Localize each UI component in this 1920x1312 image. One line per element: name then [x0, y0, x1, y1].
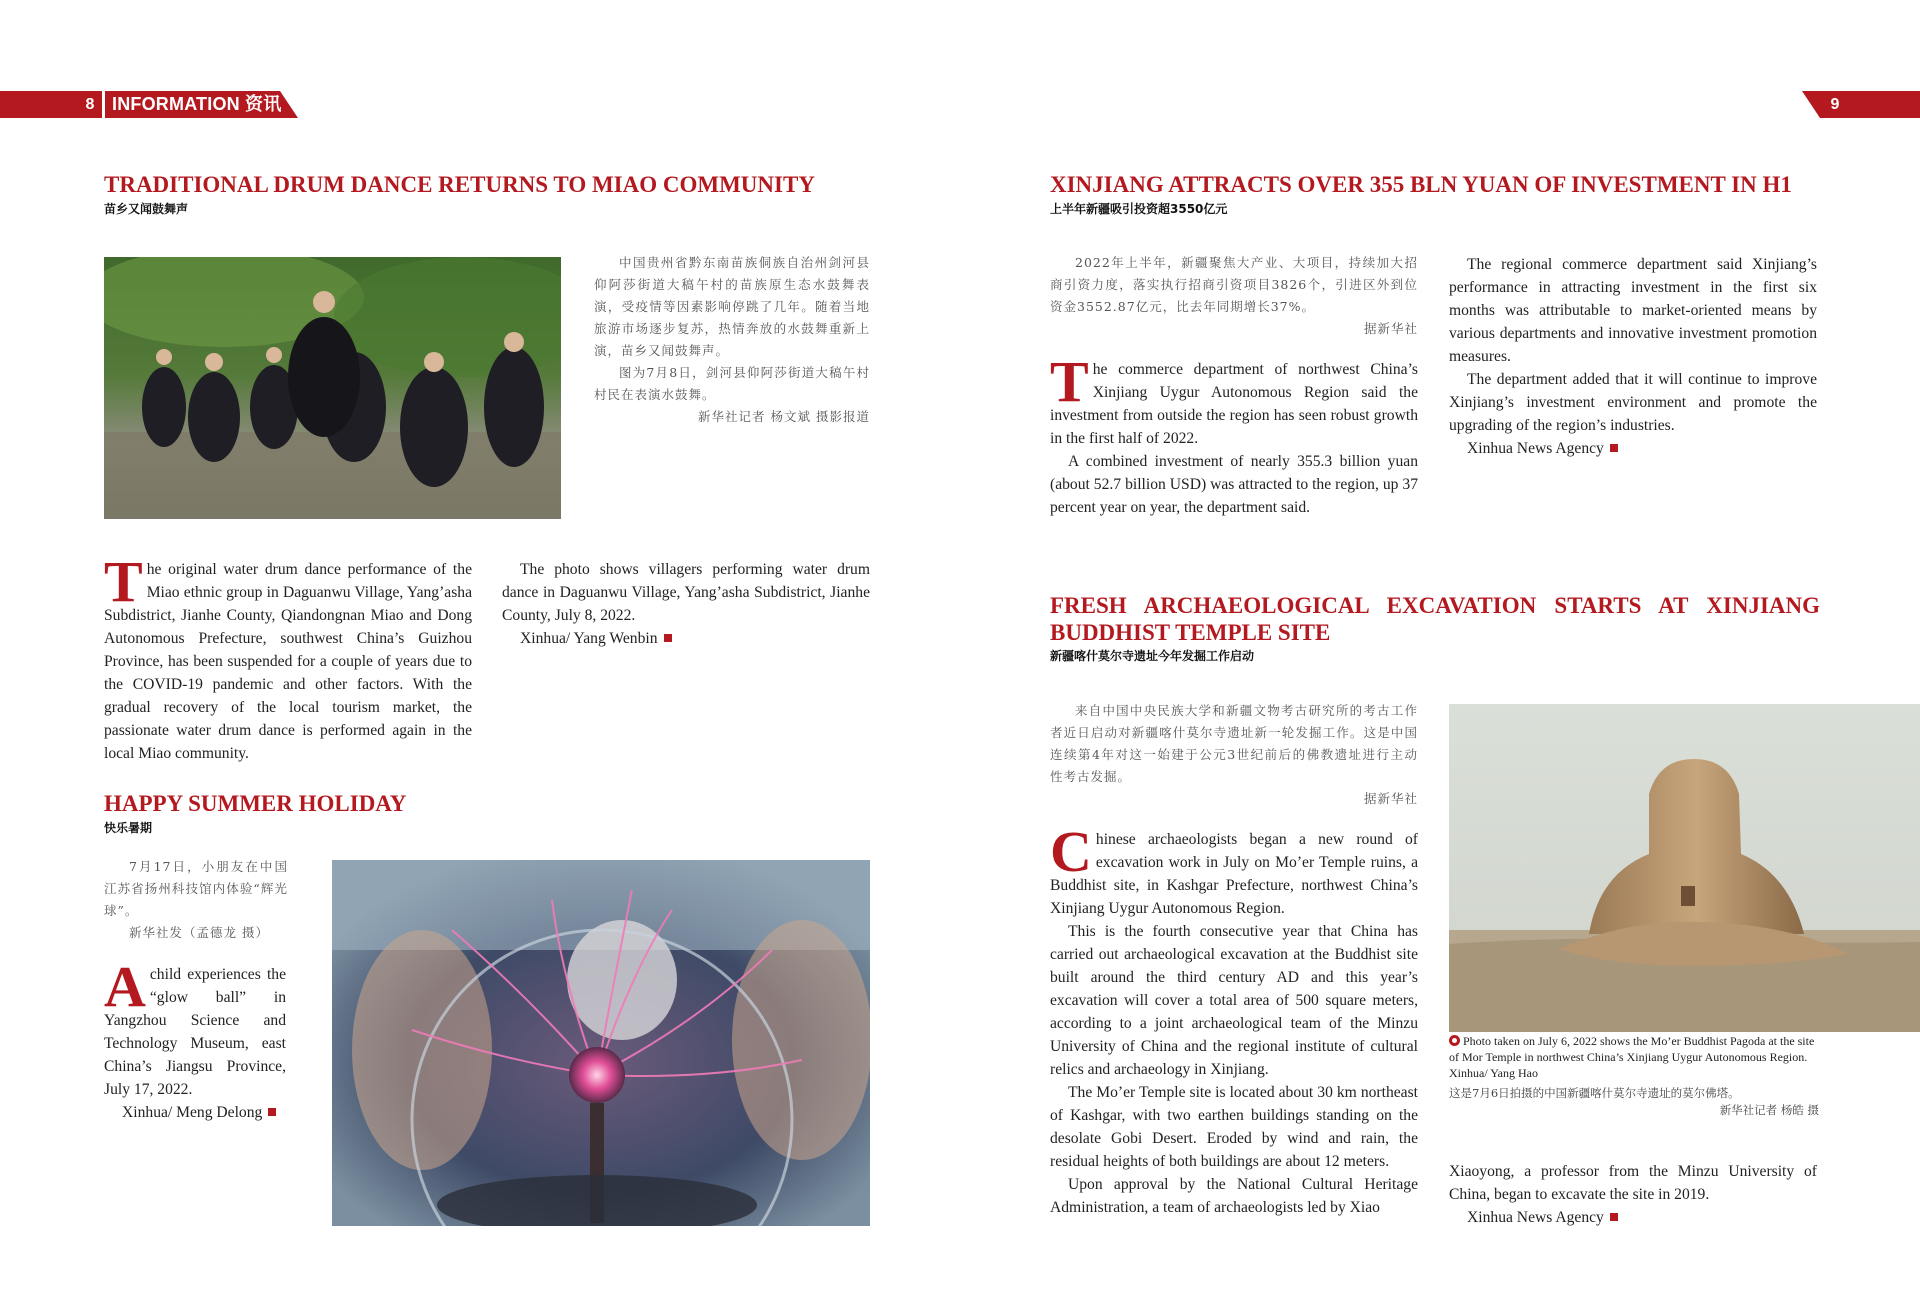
- archaeology-body-second: This is the fourth consecutive year that China has carried out archaeological excavation at the Buddhist site built around the third century AD and this year’s excavation will cover a total area of 500 square meters, according to a joint archaeological team of the Minzu University of China and the regional institute of cultural relics and archaeology in Xinjiang.: [1050, 923, 1418, 1078]
- archaeology-dropcap: C: [1050, 819, 1092, 884]
- end-mark: [1610, 444, 1618, 452]
- archaeology-cn-caption: [1050, 700, 1418, 810]
- end-mark: [1610, 1213, 1618, 1221]
- xinjiang-subhead: 上半年新疆吸引投资超3550亿元: [1050, 202, 1228, 216]
- pagoda-caption-cn: 这是7月6日拍摄的中国新疆喀什莫尔寺遗址的莫尔佛塔。: [1449, 1086, 1740, 1100]
- summer-body: [104, 954, 286, 1124]
- archaeology-body-third: The Mo’er Temple site is located about 30 km northeast of Kashgar, with two earthen buildings standing on the desolate Gobi Desert. Eroded by wind and rain, the residual heights of both buildings are about 12 meters.: [1050, 1084, 1418, 1170]
- glow-ball-photo: [332, 860, 870, 1226]
- miao-credit: Xinhua/ Yang Wenbin: [520, 630, 658, 647]
- summer-dropcap: A: [104, 954, 146, 1019]
- xinjiang-headline: XINJIANG ATTRACTS OVER 355 BLN YUAN OF INVESTMENT IN H1: [1050, 172, 1792, 197]
- section-label: INFORMATION 资讯: [112, 94, 282, 114]
- archaeology-body-fourth-b: Xiaoyong, a professor from the Minzu University of China, began to excavate the site in 2019.: [1449, 1163, 1817, 1203]
- end-mark: [268, 1108, 276, 1116]
- archaeology-cn-credit: 据新华社: [1363, 791, 1418, 806]
- pagoda-credit-cn: 新华社记者 杨皓 摄: [1719, 1103, 1819, 1117]
- miao-subhead: 苗乡又闻鼓舞声: [104, 202, 189, 216]
- xinjiang-cn-caption: [1050, 252, 1418, 340]
- camera-icon: [1449, 1035, 1460, 1046]
- summer-cn-text: 7月17日，小朋友在中国江苏省扬州科技馆内体验“辉光球”。: [104, 859, 288, 918]
- xinjiang-cn-text: 2022年上半年，新疆聚焦大产业、大项目，持续加大招商引资力度，落实执行招商引资项目3826个，引进区外到位资金3552.87亿元，比去年同期增长37%。: [1050, 255, 1418, 314]
- summer-headline: HAPPY SUMMER HOLIDAY: [104, 791, 407, 816]
- xinjiang-body-second: A combined investment of nearly 355.3 billion yuan (about 52.7 billion USD) was attracted to the region, up 37 percent year on year, the department said.: [1050, 453, 1418, 516]
- archaeology-headline: FRESH ARCHAEOLOGICAL EXCAVATION STARTS AT XINJIANG BUDDHIST TEMPLE SITE: [1050, 593, 1820, 645]
- archaeology-body-first: hinese archaeologists began a new round of excavation work in July on Mo’er Temple ruins, a Buddhist site, in Kashgar Prefecture, northwest China’s Xinjiang Uygur Autonomous Region.: [1050, 831, 1418, 917]
- miao-cn-paragraph-2: 图为7月8日，剑河县仰阿莎街道大稿午村村民在表演水鼓舞。: [594, 365, 870, 402]
- xinjiang-cn-credit: 据新华社: [1363, 321, 1418, 336]
- archaeology-credit: Xinhua News Agency: [1467, 1209, 1604, 1226]
- archaeology-body-col1: [1050, 819, 1418, 1219]
- summer-body-first: child experiences the “glow ball” in Yangzhou Science and Technology Museum, east China’s Jiangsu Province, July 17, 2022.: [104, 966, 286, 1098]
- end-mark: [664, 634, 672, 642]
- xinjiang-body-col2: [1449, 253, 1817, 460]
- xinjiang-dropcap: T: [1050, 349, 1089, 414]
- pagoda-photo: [1449, 704, 1920, 1032]
- xinjiang-body-fourth: The department added that it will continue to improve Xinjiang’s investment environment and promote the upgrading of the region’s industries.: [1449, 371, 1817, 434]
- archaeology-subhead: 新疆喀什莫尔寺遗址今年发掘工作启动: [1050, 649, 1255, 663]
- left-page-number: 8: [85, 96, 95, 113]
- pagoda-caption-en: Photo taken on July 6, 2022 shows the Mo’er Buddhist Pagoda at the site of Mor Temple in northwest China’s Xinjiang Uygur Autonomous Region. Xinhua/ Yang Hao: [1449, 1034, 1815, 1080]
- miao-headline: TRADITIONAL DRUM DANCE RETURNS TO MIAO COMMUNITY: [104, 172, 815, 197]
- xinjiang-body-third: The regional commerce department said Xinjiang’s performance in attracting investment in the first six months was attributable to market-oriented means by various departments and innovative investment promotion measures.: [1449, 256, 1817, 365]
- summer-credit: Xinhua/ Meng Delong: [122, 1104, 263, 1121]
- summer-subhead: 快乐暑期: [104, 821, 153, 835]
- header-separator: [102, 91, 105, 118]
- miao-body-first: he original water drum dance performance of the Miao ethnic group in Daguanwu Village, Yang’asha Subdistrict, Jianhe County, Qiandongnan Miao and Dong Autonomous Prefecture, southwest China’s Guizhou Province, has been suspended for a couple of years due to the COVID-19 pandemic and other factors. With the gradual recovery of the local tourism market, the passionate water drum dance is performed again in the local Miao community.: [104, 561, 472, 762]
- summer-cn-credit: 新华社发（孟德龙 摄）: [129, 925, 269, 940]
- summer-cn-caption: [104, 856, 288, 944]
- miao-cn-caption: [594, 252, 870, 428]
- miao-dropcap: T: [104, 549, 143, 614]
- miao-body-second: The photo shows villagers performing water drum dance in Daguanwu Village, Yang’asha Subdistrict, Jianhe County, July 8, 2022.: [502, 561, 870, 624]
- archaeology-cn-text: 来自中国中央民族大学和新疆文物考古研究所的考古工作者近日启动对新疆喀什莫尔寺遗址新一轮发掘工作。这是中国连续第4年对这一始建于公元3世纪前后的佛教遗址进行主动性考古发掘。: [1050, 703, 1418, 784]
- archaeology-body-fourth-a: Upon approval by the National Cultural Heritage Administration, a team of archaeologists led by Xiao: [1050, 1176, 1418, 1216]
- right-page-number: 9: [1830, 96, 1840, 113]
- drum-dance-photo: [104, 257, 561, 519]
- miao-body-col2: [502, 558, 870, 698]
- miao-cn-paragraph-1: 中国贵州省黔东南苗族侗族自治州剑河县仰阿莎街道大稿午村的苗族原生态水鼓舞表演，受疫情等因素影响停跳了几年。随着当地旅游市场逐步复苏，热情奔放的水鼓舞重新上演，苗乡又闻鼓舞声。: [594, 255, 870, 358]
- archaeology-body-col2: [1449, 1160, 1817, 1229]
- xinjiang-body-col1: [1050, 349, 1418, 519]
- xinjiang-credit: Xinhua News Agency: [1467, 440, 1604, 457]
- miao-body-col1: [104, 549, 472, 765]
- miao-cn-credit: 新华社记者 杨文斌 摄影报道: [698, 409, 870, 424]
- xinjiang-body-first: he commerce department of northwest China’s Xinjiang Uygur Autonomous Region said the investment from outside the region has seen robust growth in the first half of 2022.: [1050, 361, 1418, 447]
